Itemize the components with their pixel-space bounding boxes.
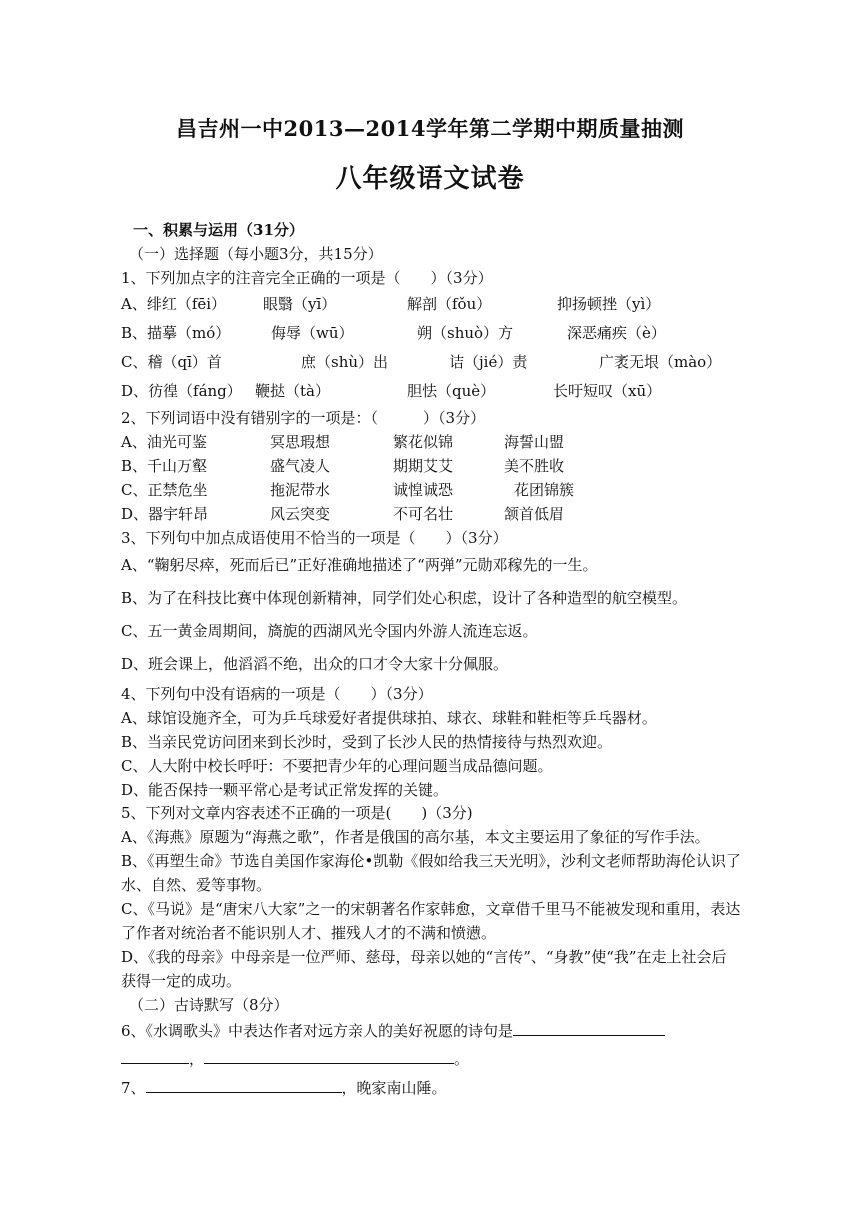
part-heading: （一）选择题（每小题3分，共15分） (129, 245, 383, 263)
option-b-item-3: 期期艾艾 (393, 457, 454, 475)
question-3 (121, 526, 741, 679)
section-heading: 一、积累与运用（31分） (133, 221, 304, 239)
option-c: C、五一黄金周期间，旖旎的西湖风光令国内外游人流连忘返。 (121, 622, 538, 640)
exam-title: 昌吉州一中2013—2014学年第二学期中期质量抽测 (176, 116, 684, 141)
option-b-item-4: 美不胜收 (504, 457, 565, 475)
option-c-item-3: 诘（jié）责 (449, 353, 528, 371)
question-7-text: ，晚家南山陲。 (341, 1079, 447, 1097)
option-d: D、班会课上，他滔滔不绝，出众的口才令大家十分佩服。 (121, 655, 509, 673)
question-6-text: 6、《水调歌头》中表达作者对远方亲人的美好祝愿的诗句是 (121, 1022, 514, 1040)
question-5 (121, 802, 741, 993)
option-d-item-1: D、彷徨（fáng） (121, 382, 242, 400)
exam-content (121, 218, 741, 1103)
option-d-item-1: D、器宇轩昂 (121, 505, 209, 523)
option-d-item-2: 风云突变 (270, 505, 331, 523)
question-1 (121, 266, 741, 406)
option-b (121, 319, 741, 348)
option-b-item-1: B、千山万壑 (121, 457, 208, 475)
option-b-item-2: 侮辱（wū） (271, 324, 354, 342)
option-d: D、《我的母亲》中母亲是一位严师、慈母，母亲以她的“言传”、“身教”使“我”在走上社会后获得一定的成功。 (121, 948, 727, 990)
option-a-item-2: 冥思瑕想 (270, 433, 331, 451)
question-2 (121, 406, 741, 526)
punctuation: ， (189, 1050, 205, 1068)
option-d-item-3: 胆怯（què） (407, 382, 496, 400)
option-b-item-1: B、描摹（mó） (121, 324, 231, 342)
option-c-item-2: 庶（shù）出 (301, 353, 389, 371)
answer-blank[interactable] (513, 1019, 665, 1036)
option-d-item-3: 不可名壮 (393, 505, 454, 523)
option-c: C、人大附中校长呼吁：不要把青少年的心理问题当成品德问题。 (121, 757, 553, 775)
option-a: A、球馆设施齐全，可为乒乓球爱好者提供球拍、球衣、球鞋和鞋柜等乒乓器材。 (121, 709, 657, 727)
option-d-item-2: 鞭挞（tà） (255, 382, 330, 400)
question-stem: 3、下列句中加点成语使用不恰当的一项是（ ）（3分） (121, 529, 508, 547)
option-d (121, 377, 741, 406)
option-a: A、“鞠躬尽瘁，死而后已”正好准确地描述了“两弹”元勋邓稼先的一生。 (121, 556, 598, 574)
option-a-item-3: 繁花似锦 (393, 433, 454, 451)
answer-blank[interactable] (146, 1076, 342, 1093)
option-c-item-3: 诚惶诚恐 (393, 481, 454, 499)
answer-blank[interactable] (204, 1047, 454, 1064)
question-7 (121, 1073, 741, 1103)
question-stem: 4、下列句中没有语病的一项是（ ）（3分） (121, 685, 433, 703)
question-number: 7、 (121, 1079, 146, 1097)
option-b-item-3: 朔（shuò）方 (417, 324, 514, 342)
option-c-item-1: C、正禁危坐 (121, 481, 208, 499)
option-b (121, 454, 741, 478)
option-b-item-4: 深恶痛疾（è） (567, 324, 666, 342)
option-d: D、能否保持一颗平常心是考试正常发挥的关键。 (121, 781, 449, 799)
question-4 (121, 682, 741, 802)
option-a-item-1: A、油光可鉴 (121, 433, 207, 451)
option-d-item-4: 长吁短叹（xū） (553, 382, 662, 400)
part-heading-2: （二）古诗默写（8分） (129, 996, 289, 1014)
question-stem: 1、下列加点字的注音完全正确的一项是（ ）（3分） (121, 269, 493, 287)
question-stem: 2、下列词语中没有错别字的一项是：（ ）（3分） (121, 409, 486, 427)
option-a-item-4: 海誓山盟 (504, 433, 565, 451)
option-d-item-4: 颔首低眉 (504, 505, 565, 523)
option-b: B、当亲民党访问团来到长沙时，受到了长沙人民的热情接待与热烈欢迎。 (121, 733, 613, 751)
option-c (121, 348, 741, 377)
option-a (121, 290, 741, 319)
option-a (121, 430, 741, 454)
exam-subtitle: 八年级语文试卷 (335, 164, 525, 194)
option-b: B、为了在科技比赛中体现创新精神，同学们处心积虑，设计了各种造型的航空模型。 (121, 589, 688, 607)
answer-blank[interactable] (121, 1047, 189, 1064)
option-a-item-1: A、绯红（fēi） (121, 295, 227, 313)
option-c-item-2: 拖泥带水 (270, 481, 331, 499)
option-c (121, 478, 741, 502)
question-stem: 5、下列对文章内容表述不正确的一项是( )（3分) (121, 804, 473, 822)
option-a-item-2: 眼翳（yī） (263, 295, 337, 313)
option-c-item-1: C、稽（qī）首 (121, 353, 222, 371)
option-d (121, 502, 741, 526)
option-a-item-3: 解剖（fǒu） (407, 295, 492, 313)
option-c-item-4: 花团锦簇 (514, 481, 575, 499)
option-b-item-2: 盛气凌人 (270, 457, 331, 475)
option-b: B、《再塑生命》节选自美国作家海伦•凯勒《假如给我三天光明》，沙利文老师帮助海伦认识了水、自然、爱等事物。 (121, 852, 741, 894)
answer-line (121, 1045, 741, 1073)
question-6 (121, 1017, 741, 1073)
punctuation: 。 (454, 1050, 470, 1068)
option-a-item-4: 抑扬顿挫（yì） (557, 295, 661, 313)
question-stem (121, 1017, 741, 1045)
option-a: A、《海燕》原题为“海燕之歌”，作者是俄国的高尔基，本文主要运用了象征的写作手法。 (121, 828, 710, 846)
option-c: C、《马说》是“唐宋八大家”之一的宋朝著名作家韩愈，文章借千里马不能被发现和重用，表达了作者对统治者不能识别人才、摧残人才的不满和愤懑。 (121, 900, 741, 942)
option-c-item-4: 广袤无垠（mào） (599, 353, 722, 371)
